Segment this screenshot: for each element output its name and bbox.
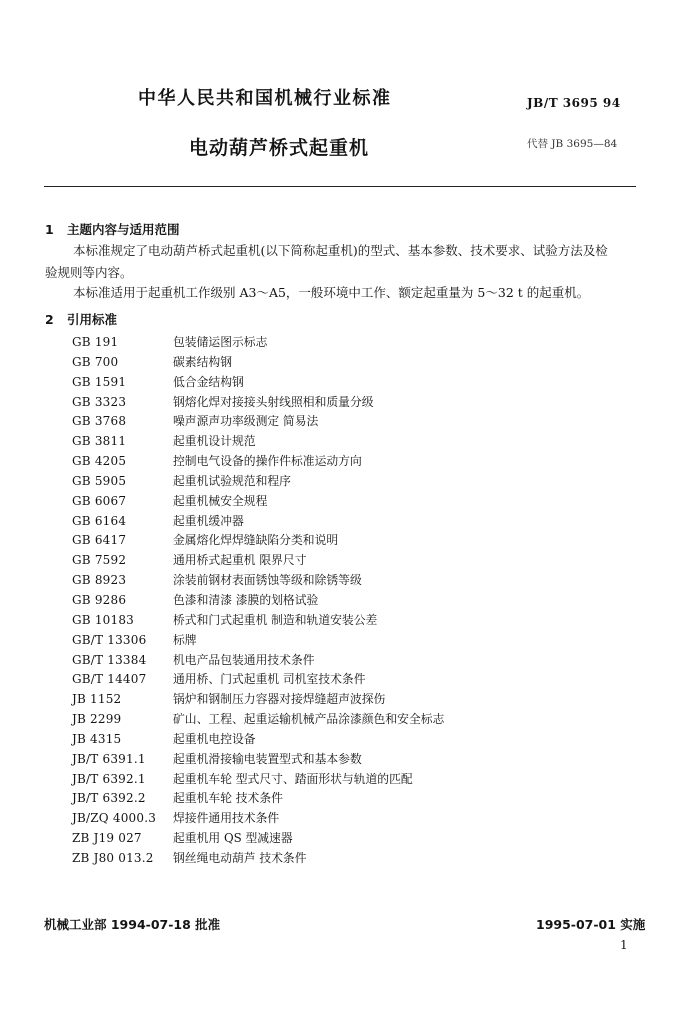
reference-title: 焊接件通用技术条件 xyxy=(173,811,280,826)
reference-item xyxy=(72,651,632,671)
reference-title: 起重机车轮 技术条件 xyxy=(173,791,283,806)
reference-code: GB 3811 xyxy=(72,434,127,449)
section-1-paragraph-1 xyxy=(45,240,637,284)
reference-title: 起重机设计规范 xyxy=(173,434,256,449)
reference-code: GB 191 xyxy=(72,335,119,349)
reference-code: GB 6067 xyxy=(72,493,127,508)
reference-title: 起重机电控设备 xyxy=(173,731,256,746)
page-number: 1 xyxy=(620,938,628,952)
reference-code: GB 9286 xyxy=(72,592,127,607)
reference-code: GB 4205 xyxy=(72,454,127,469)
reference-item xyxy=(72,432,632,452)
reference-code: ZB J19 027 xyxy=(72,831,142,846)
reference-title: 桥式和门式起重机 制造和轨道安装公差 xyxy=(173,612,378,627)
reference-title: 矿山、工程、起重运输机械产品涂漆颜色和安全标志 xyxy=(173,712,445,727)
reference-item xyxy=(72,730,632,750)
reference-code: GB 5905 xyxy=(72,473,127,488)
reference-code: GB/T 13306 xyxy=(72,632,147,647)
reference-item xyxy=(72,551,632,571)
reference-code: GB 6164 xyxy=(72,513,127,528)
standard-code: JB/T 3695 94 xyxy=(527,96,621,110)
reference-code: GB 7592 xyxy=(72,553,127,568)
paragraph-line: 本标准规定了电动葫芦桥式起重机(以下简称起重机)的型式、基本参数、技术要求、试验方法及检 xyxy=(73,243,608,258)
reference-title: 起重机车轮 型式尺寸、踏面形状与轨道的匹配 xyxy=(173,771,413,786)
reference-item xyxy=(72,472,632,492)
reference-title: 色漆和清漆 漆膜的划格试验 xyxy=(173,592,319,607)
reference-code: GB 1591 xyxy=(72,374,127,389)
reference-code: JB/T 6391.1 xyxy=(72,751,146,766)
reference-code: GB 700 xyxy=(72,354,119,369)
reference-item xyxy=(72,353,632,373)
reference-item xyxy=(72,571,632,591)
reference-item xyxy=(72,412,632,432)
reference-code: JB/T 6392.2 xyxy=(72,791,146,806)
reference-title: 起重机试验规范和程序 xyxy=(173,473,291,488)
reference-code: GB 8923 xyxy=(72,573,127,588)
section-number: 2 xyxy=(45,312,54,327)
reference-title: 控制电气设备的操作件标准运动方向 xyxy=(173,454,362,469)
reference-item xyxy=(72,849,632,869)
reference-item xyxy=(72,710,632,730)
section-title: 主题内容与适用范围 xyxy=(67,222,180,237)
reference-title: 锅炉和钢制压力容器对接焊缝超声波探伤 xyxy=(173,692,386,707)
section-2-heading xyxy=(45,310,117,328)
reference-title: 起重机用 QS 型减速器 xyxy=(173,831,293,846)
reference-code: ZB J80 013.2 xyxy=(72,850,154,865)
reference-code: JB 4315 xyxy=(72,731,122,746)
reference-title: 涂装前钢材表面锈蚀等级和除锈等级 xyxy=(173,573,362,588)
reference-title: 起重机械安全规程 xyxy=(173,493,268,508)
header-divider xyxy=(44,186,636,187)
section-1-heading xyxy=(45,220,180,238)
reference-title: 标牌 xyxy=(173,632,197,647)
reference-title: 钢丝绳电动葫芦 技术条件 xyxy=(173,850,307,865)
reference-title: 包装储运图示标志 xyxy=(173,335,268,349)
reference-item xyxy=(72,750,632,770)
reference-list xyxy=(72,333,632,869)
standard-category-title: 中华人民共和国机械行业标准 xyxy=(138,88,392,109)
reference-item xyxy=(72,631,632,651)
reference-item xyxy=(72,492,632,512)
reference-item xyxy=(72,611,632,631)
reference-title: 起重机缓冲器 xyxy=(173,513,244,528)
reference-item xyxy=(72,591,632,611)
reference-code: GB 10183 xyxy=(72,612,134,627)
replaces-standard: 代替 JB 3695—84 xyxy=(527,138,618,150)
reference-code: GB/T 14407 xyxy=(72,672,147,687)
section-title: 引用标准 xyxy=(67,312,118,327)
reference-title: 金属熔化焊焊缝缺陷分类和说明 xyxy=(173,533,339,548)
reference-code: GB 6417 xyxy=(72,533,127,548)
reference-item xyxy=(72,393,632,413)
reference-title: 通用桥式起重机 限界尺寸 xyxy=(173,553,307,568)
reference-title: 通用桥、门式起重机 司机室技术条件 xyxy=(173,672,366,687)
reference-item xyxy=(72,333,632,353)
reference-item xyxy=(72,829,632,849)
reference-code: GB 3768 xyxy=(72,414,127,429)
reference-title: 低合金结构钢 xyxy=(173,374,244,389)
reference-title: 碳素结构钢 xyxy=(173,354,232,369)
reference-item xyxy=(72,531,632,551)
reference-item xyxy=(72,809,632,829)
reference-title: 机电产品包装通用技术条件 xyxy=(173,652,315,667)
reference-title: 钢熔化焊对接接头射线照相和质量分级 xyxy=(173,394,374,409)
reference-item xyxy=(72,789,632,809)
reference-title: 噪声源声功率级测定 简易法 xyxy=(173,414,319,429)
document-title: 电动葫芦桥式起重机 xyxy=(189,137,370,159)
reference-title: 起重机滑接输电装置型式和基本参数 xyxy=(173,751,362,766)
reference-item xyxy=(72,770,632,790)
reference-code: GB 3323 xyxy=(72,394,127,409)
reference-item xyxy=(72,452,632,472)
reference-item xyxy=(72,373,632,393)
reference-code: GB/T 13384 xyxy=(72,652,147,667)
reference-code: JB/T 6392.1 xyxy=(72,771,146,786)
reference-code: JB 2299 xyxy=(72,712,122,727)
section-1-paragraph-2: 本标准适用于起重机工作级别 A3～A5，一般环境中工作、额定起重量为 5～32 t 的起重机。 xyxy=(73,285,590,300)
paragraph-line: 验规则等内容。 xyxy=(45,265,133,280)
section-number: 1 xyxy=(45,222,54,237)
reference-item xyxy=(72,670,632,690)
reference-code: JB 1152 xyxy=(72,692,122,707)
implementation-date: 1995-07-01 实施 xyxy=(536,917,646,932)
reference-code: JB/ZQ 4000.3 xyxy=(72,811,157,826)
reference-item xyxy=(72,512,632,532)
reference-item xyxy=(72,690,632,710)
approval-line: 机械工业部 1994-07-18 批准 xyxy=(44,917,221,932)
